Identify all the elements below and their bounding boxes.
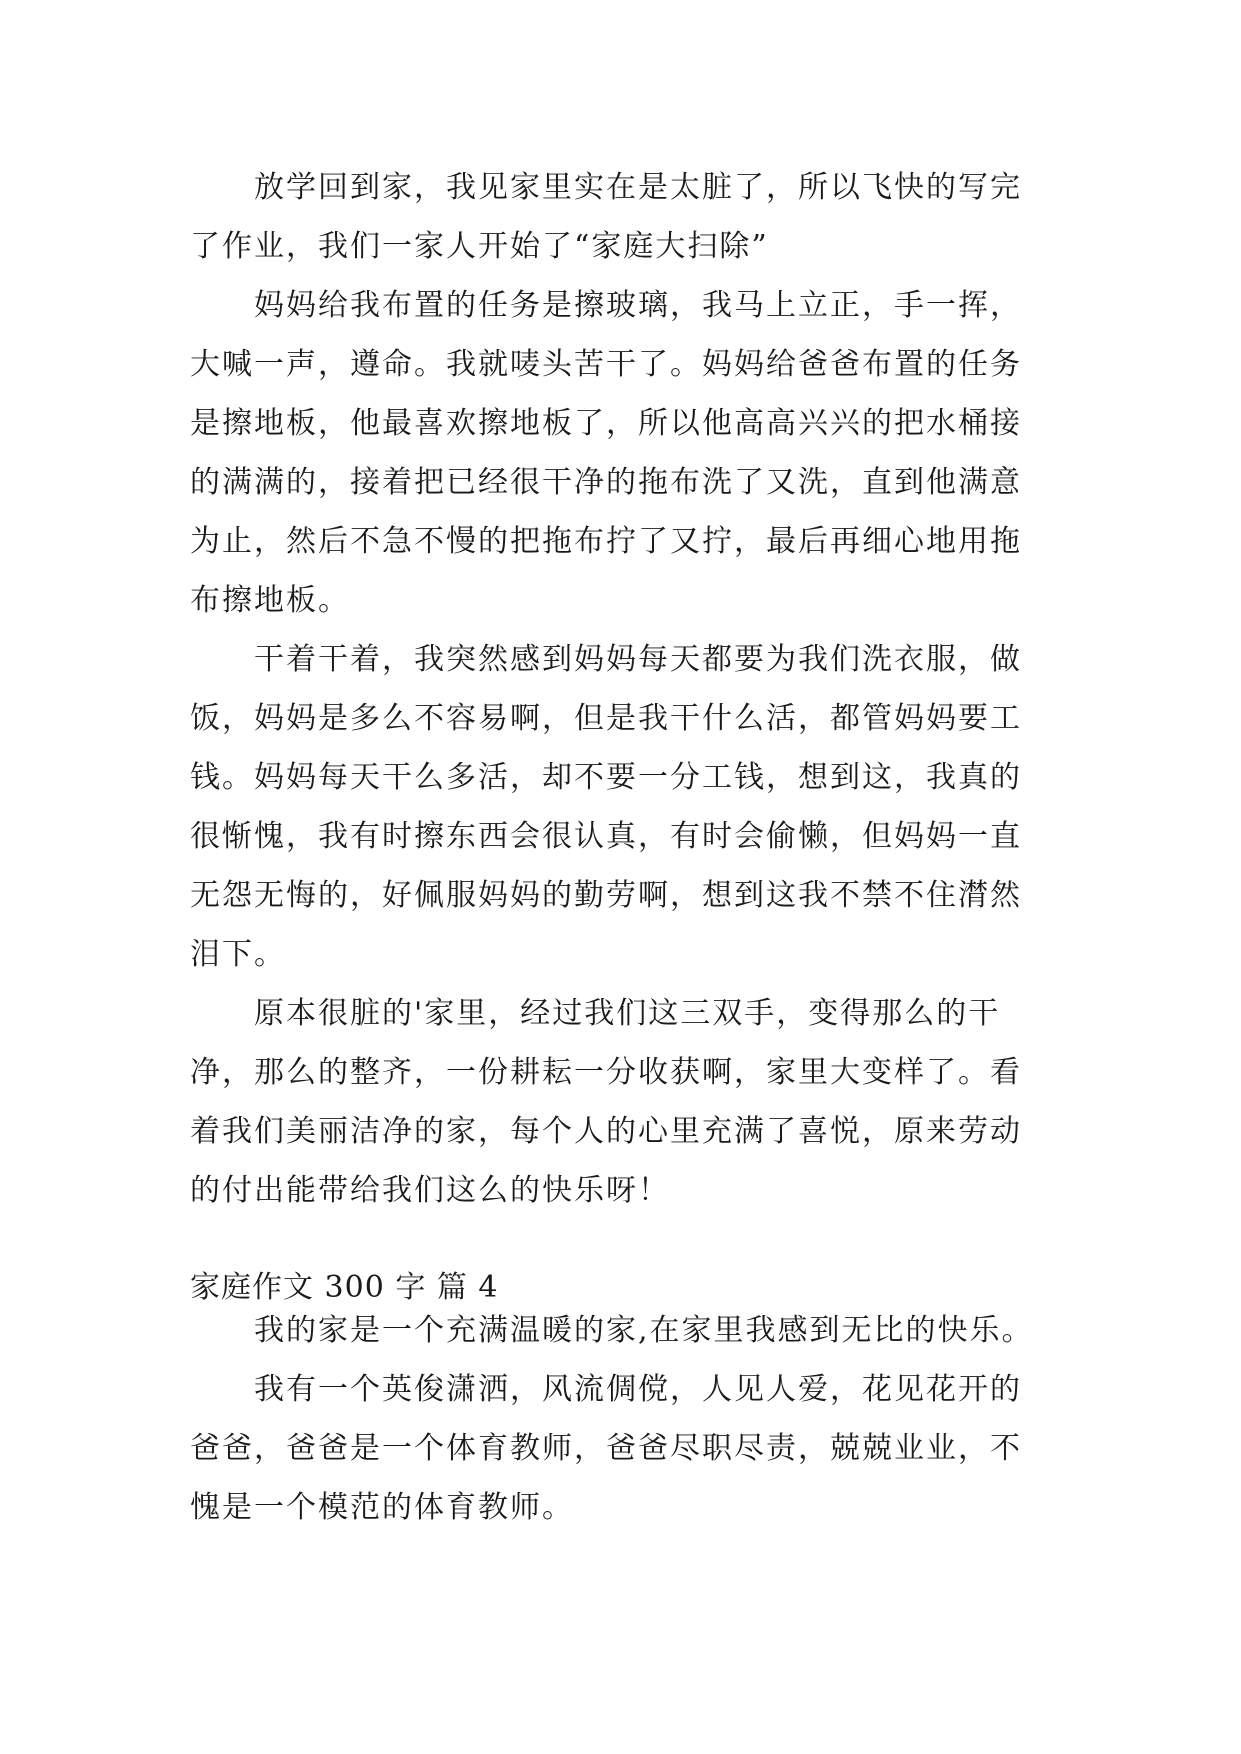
text-line: 的满满的，接着把已经很干净的拖布洗了又洗，直到他满意 <box>190 465 1022 500</box>
text-line: 大喊一声，遵命。我就唛头苦干了。妈妈给爸爸布置的任务 <box>190 347 1022 382</box>
section-heading: 家庭作文 300 字 篇 4 <box>190 1270 499 1305</box>
essay-body-part-2 <box>190 1275 1050 1537</box>
text-line: 放学回到家，我见家里实在是太脏了，所以飞快的写完 <box>190 170 1022 205</box>
text-line: 我有一个英俊潇洒，风流倜傥，人见人爱，花见花开的 <box>190 1372 1022 1407</box>
text-line: 为止，然后不急不慢的把拖布拧了又拧，最后再细心地用拖 <box>190 524 1022 559</box>
text-line: 泪下。 <box>190 937 286 972</box>
text-line: 了作业，我们一家人开始了“家庭大扫除” <box>190 229 769 264</box>
text-line: 是擦地板，他最喜欢擦地板了，所以他高高兴兴的把水桶接 <box>190 406 1022 441</box>
text-line: 愧是一个模范的体育教师。 <box>190 1490 574 1525</box>
text-line: 很惭愧，我有时擦东西会很认真，有时会偷懒，但妈妈一直 <box>190 819 1022 854</box>
text-line: 净，那么的整齐，一份耕耘一分收获啊，家里大变样了。看 <box>190 1055 1022 1090</box>
text-line: 原本很脏的'家里，经过我们这三双手，变得那么的干 <box>190 996 1001 1031</box>
text-line: 布擦地板。 <box>190 583 350 618</box>
text-line: 干着干着，我突然感到妈妈每天都要为我们洗衣服，做 <box>190 642 1022 677</box>
text-line: 爸爸，爸爸是一个体育教师，爸爸尽职尽责，兢兢业业，不 <box>190 1431 1022 1466</box>
text-line: 的付出能带给我们这么的快乐呀！ <box>190 1173 670 1208</box>
text-line: 着我们美丽洁净的家，每个人的心里充满了喜悦，原来劳动 <box>190 1114 1022 1149</box>
text-line: 饭，妈妈是多么不容易啊，但是我干什么活，都管妈妈要工 <box>190 701 1022 736</box>
text-line: 钱。妈妈每天干么多活，却不要一分工钱，想到这，我真的 <box>190 760 1022 795</box>
text-line: 妈妈给我布置的任务是擦玻璃，我马上立正，手一挥， <box>190 288 1022 323</box>
essay-body-part-1 <box>190 158 1050 1220</box>
text-line: 我的家是一个充满温暖的家,在家里我感到无比的快乐。 <box>190 1313 1034 1348</box>
text-line: 无怨无悔的，好佩服妈妈的勤劳啊，想到这我不禁不住潸然 <box>190 878 1022 913</box>
